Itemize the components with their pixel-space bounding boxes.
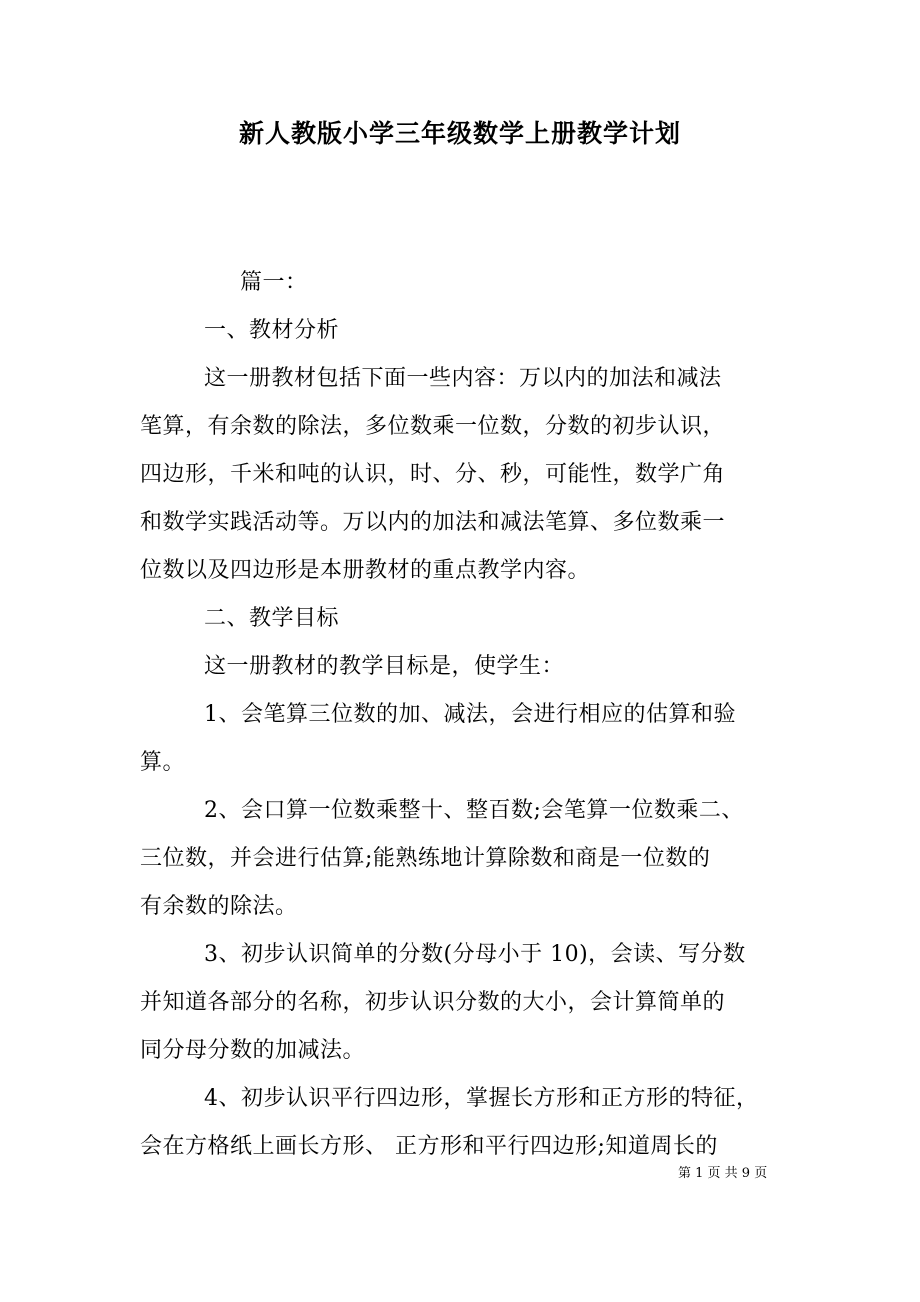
paragraph-line: 同分母分数的加减法。 bbox=[140, 1038, 366, 1063]
paragraph-line: 这一册教材包括下面一些内容：万以内的加法和减法 bbox=[204, 366, 722, 391]
paragraph-line: 和数学实践活动等。万以内的加法和减法笔算、多位数乘一 bbox=[140, 510, 726, 535]
section-heading: 二、教学目标 bbox=[204, 606, 340, 631]
paragraph-line: 四边形，千米和吨的认识，时、分、秒，可能性，数学广角 bbox=[140, 462, 726, 487]
paragraph-line: 有余数的除法。 bbox=[140, 894, 298, 919]
paragraph-line: 这一册教材的教学目标是，使学生： bbox=[204, 654, 565, 679]
paragraph-line: 笔算，有余数的除法，多位数乘一位数，分数的初步认识， bbox=[140, 414, 726, 439]
paragraph-line: 3、初步认识简单的分数(分母小于 10)，会读、写分数 bbox=[204, 942, 746, 967]
section-heading: 一、教材分析 bbox=[204, 318, 340, 343]
paragraph-line: 算。 bbox=[140, 750, 186, 775]
paragraph-line: 2、会口算一位数乘整十、整百数;会笔算一位数乘二、 bbox=[204, 798, 744, 823]
document-title: 新人教版小学三年级数学上册教学计划 bbox=[238, 119, 681, 148]
page-number-footer: 第 1 页 共 9 页 bbox=[678, 1166, 768, 1181]
paragraph-line: 篇一： bbox=[240, 270, 308, 295]
paragraph-line: 位数以及四边形是本册教材的重点教学内容。 bbox=[140, 558, 591, 583]
paragraph-line: 并知道各部分的名称，初步认识分数的大小，会计算简单的 bbox=[140, 990, 726, 1015]
paragraph-line: 4、初步认识平行四边形，掌握长方形和正方形的特征， bbox=[204, 1086, 759, 1111]
paragraph-line: 1、会笔算三位数的加、减法，会进行相应的估算和验 bbox=[204, 702, 736, 727]
paragraph-line: 三位数，并会进行估算;能熟练地计算除数和商是一位数的 bbox=[140, 846, 711, 871]
paragraph-line: 会在方格纸上画长方形、 正方形和平行四边形;知道周长的 bbox=[140, 1134, 718, 1159]
